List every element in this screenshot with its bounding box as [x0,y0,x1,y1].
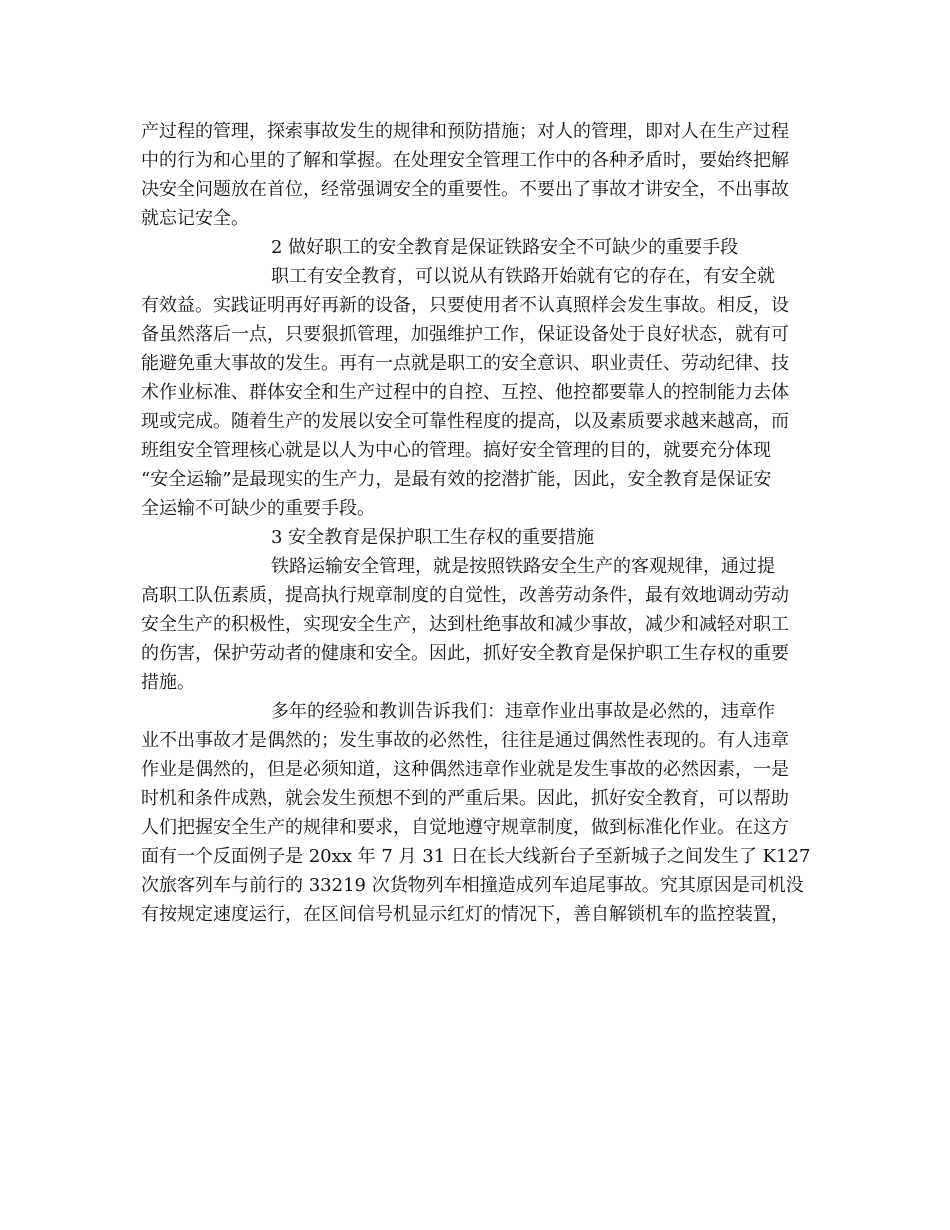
text-line: 业不出事故才是偶然的；发生事故的必然性，往往是通过偶然性表现的。有人违章 [141,730,789,751]
text-line: 的伤害，保护劳动者的健康和安全。因此，抓好安全教育是保护职工生存权的重要 [141,643,789,664]
text-line: 就忘记安全。 [141,208,249,229]
paragraph-intro [141,117,813,233]
text-line: 有按规定速度运行，在区间信号机显示红灯的情况下，善自解锁机车的监控装置， [141,904,789,925]
text-line: 术作业标准、群体安全和生产过程中的自控、互控、他控都要靠人的控制能力去体 [141,382,789,403]
text-line: 现或完成。随着生产的发展以安全可靠性程度的提高，以及素质要求越来越高，而 [141,411,789,432]
heading-text: 2 做好职工的安全教育是保证铁路安全不可缺少的重要手段 [271,237,739,258]
section-heading-2 [141,233,813,262]
text-line: 面有一个反面例子是 20xx 年 7 月 31 日在长大线新台子至新城子之间发生了 K127 [141,846,811,867]
text-line: 作业是偶然的，但是必须知道，这种偶然违章作业就是发生事故的必然因素，一是 [141,759,789,780]
text-line: 有效益。实践证明再好再新的设备，只要使用者不认真照样会发生事故。相反，设 [141,295,789,316]
paragraph-experience [141,697,813,929]
text-line: 产过程的管理，探索事故发生的规律和预防措施；对人的管理，即对人在生产过程 [141,121,789,142]
paragraph-section-2 [141,262,813,523]
text-line: 高职工队伍素质，提高执行规章制度的自觉性，改善劳动条件，最有效地调动劳动 [141,585,789,606]
text-line: 多年的经验和教训告诉我们：违章作业出事故是必然的，违章作 [271,701,775,722]
text-line: 人们把握安全生产的规律和要求，自觉地遵守规章制度，做到标准化作业。在这方 [141,817,789,838]
text-line: 次旅客列车与前行的 33219 次货物列车相撞造成列车追尾事故。究其原因是司机没 [141,875,804,896]
text-line: 措施。 [141,672,195,693]
text-line: 铁路运输安全管理，就是按照铁路安全生产的客观规律，通过提 [271,556,775,577]
text-line: 能避免重大事故的发生。再有一点就是职工的安全意识、职业责任、劳动纪律、技 [141,353,789,374]
text-line: 班组安全管理核心就是以人为中心的管理。搞好安全管理的目的，就要充分体现 [141,440,771,461]
text-line: 全运输不可缺少的重要手段。 [141,498,375,519]
heading-text: 3 安全教育是保护职工生存权的重要措施 [271,527,595,548]
text-line: 职工有安全教育，可以说从有铁路开始就有它的存在，有安全就 [271,266,775,287]
section-heading-3 [141,523,813,552]
document-body [141,117,813,929]
text-line: 决安全问题放在首位，经常强调安全的重要性。不要出了事故才讲安全，不出事故 [141,179,789,200]
text-line: 中的行为和心里的了解和掌握。在处理安全管理工作中的各种矛盾时，要始终把解 [141,150,789,171]
text-line: 时机和条件成熟，就会发生预想不到的严重后果。因此，抓好安全教育，可以帮助 [141,788,789,809]
text-line: “安全运输”是最现实的生产力，是最有效的挖潜扩能，因此，安全教育是保证安 [141,469,772,490]
text-line: 备虽然落后一点，只要狠抓管理，加强维护工作，保证设备处于良好状态，就有可 [141,324,789,345]
paragraph-section-3 [141,552,813,697]
text-line: 安全生产的积极性，实现安全生产，达到杜绝事故和减少事故，减少和减轻对职工 [141,614,789,635]
